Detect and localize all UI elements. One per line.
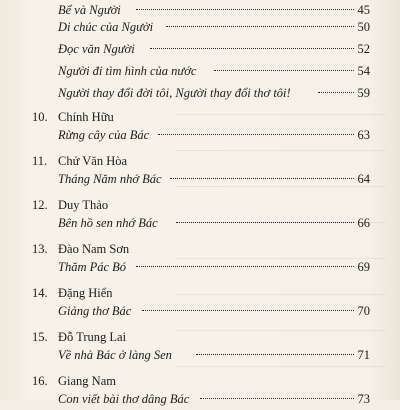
toc-entry-title: Bể và Người (58, 3, 121, 17)
dot-leader (150, 48, 354, 49)
toc-entry-title: Đọc văn Người (58, 42, 135, 56)
dot-leader (136, 9, 354, 10)
author-number: 10. (32, 110, 48, 124)
toc-entry-page: 71 (357, 348, 370, 362)
toc-entry-title: Người thay đổi đời tôi, Người thay đổi thơ tôi! (58, 86, 291, 100)
toc-entry-title: Thăm Pác Bó (58, 260, 127, 274)
toc-entry-title: Người đi tìm hình của nước (58, 64, 197, 78)
toc-entry (0, 256, 400, 278)
toc-entry (0, 212, 400, 234)
dot-leader (318, 92, 354, 93)
author-name: Chử Văn Hòa (58, 154, 128, 168)
toc-entry-title: Di chúc của Người (58, 20, 154, 34)
author-number: 13. (32, 242, 48, 256)
dot-leader (136, 266, 354, 267)
author-name: Giang Nam (58, 374, 116, 388)
author-number: 16. (32, 374, 48, 388)
toc-entry (0, 38, 400, 60)
toc-entry (0, 82, 400, 104)
author-number: 12. (32, 198, 48, 212)
toc-entry (0, 344, 400, 366)
toc-entry (0, 168, 400, 190)
toc-entry (0, 16, 400, 38)
toc-entry-title: Giảng thơ Bác (58, 304, 132, 318)
author-number: 15. (32, 330, 48, 344)
author-number: 14. (32, 286, 48, 300)
dot-leader (176, 222, 354, 223)
dot-leader (196, 354, 354, 355)
author-name: Đặng Hiển (58, 286, 113, 300)
toc-entry-page: 63 (357, 128, 370, 142)
toc-entry-page: 66 (357, 216, 370, 230)
dot-leader (166, 26, 354, 27)
toc-entry-page: 54 (357, 64, 370, 78)
toc-entry (0, 124, 400, 146)
author-name: Chính Hữu (58, 110, 114, 124)
toc-entry-page: 50 (357, 20, 370, 34)
dot-leader (170, 178, 354, 179)
dot-leader (214, 70, 354, 71)
author-name: Đào Nam Sơn (58, 242, 130, 256)
toc-entry-page: 45 (357, 3, 370, 17)
toc-entry-page: 70 (357, 304, 370, 318)
toc-entry (0, 60, 400, 82)
toc-entry-page: 64 (357, 172, 370, 186)
toc-entry (0, 300, 400, 322)
toc-entry-title: Rừng cây của Bác (58, 128, 150, 142)
toc-entry-page: 59 (357, 86, 370, 100)
author-name: Duy Thảo (58, 198, 109, 212)
toc-entry (0, 388, 400, 410)
toc-entry-title: Về nhà Bác ở làng Sen (58, 348, 172, 362)
dot-leader (200, 398, 354, 399)
dot-leader (158, 134, 354, 135)
dot-leader (142, 310, 354, 311)
toc-entry-title: Tháng Năm nhớ Bác (58, 172, 162, 186)
toc-entry-title: Con viết bài thơ dâng Bác (58, 392, 190, 406)
toc-entry-page: 52 (357, 42, 370, 56)
author-number: 11. (32, 154, 48, 168)
toc-entry-page: 69 (357, 260, 370, 274)
toc-entry-title: Bên hồ sen nhớ Bác (58, 216, 158, 230)
toc-entry-page: 73 (357, 392, 370, 406)
author-name: Đỗ Trung Lai (58, 330, 127, 344)
